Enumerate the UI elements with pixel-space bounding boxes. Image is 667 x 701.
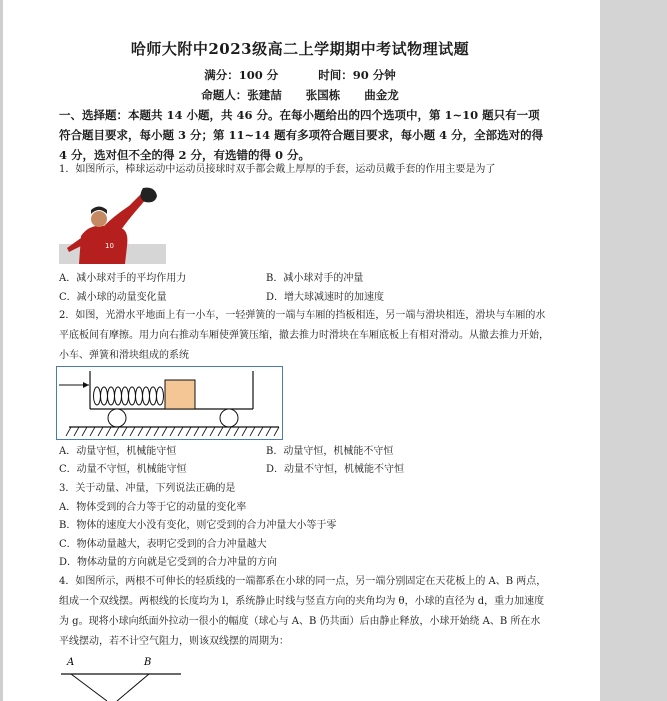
q1-option-c: C．减小球的动量变化量	[59, 292, 167, 303]
author-2: 张国栋	[305, 88, 341, 102]
label-a: A	[67, 657, 75, 668]
q2-option-b: B．动量守恒，机械能不守恒	[266, 446, 394, 457]
author-1: 命题人：张建喆	[201, 88, 282, 102]
label-b: B	[144, 657, 152, 668]
authors	[0, 87, 600, 103]
cart-spring-diagram	[56, 366, 283, 440]
double-pendulum-diagram	[59, 655, 189, 701]
q3-option-d: D．物体动量的方向就是它受到的合力冲量的方向	[59, 557, 278, 568]
q1-option-a: A．减小球对手的平均作用力	[59, 273, 187, 284]
page-title: 哈师大附中2023级高二上学期期中考试物理试题	[130, 40, 470, 58]
exam-time: 时间：90 分钟	[318, 68, 396, 82]
q1-option-d: D．增大球减速时的加速度	[266, 292, 385, 303]
q3-option-c: C．物体动量越大，表明它受到的合力冲量越大	[59, 539, 267, 550]
viewer-background	[600, 0, 667, 701]
baseball-player-image	[59, 186, 166, 264]
q2-option-a: A．动量守恒，机械能守恒	[59, 446, 177, 457]
page-edge	[0, 0, 3, 701]
q3-option-b: B．物体的速度大小没有变化，则它受到的合力冲量大小等于零	[59, 520, 337, 531]
exam-meta	[0, 67, 600, 83]
q2-option-d: D．动量不守恒，机械能不守恒	[266, 464, 405, 475]
q1-option-b: B．减小球对手的冲量	[266, 273, 364, 284]
author-3: 曲金龙	[364, 88, 399, 102]
svg-text:10: 10	[105, 242, 114, 250]
question-2-stem: 2．如图，光滑水平地面上有一小车，一轻弹簧的一端与车厢的挡板相连，另一端与滑块相连，滑块与车厢的水平底板间有摩擦。用力向右推动车厢使弹簧压缩，撤去推力时滑块在车厢底板上有相对滑动。从撤去推力开始，小车、弹簧和滑块组成的系统	[59, 310, 549, 361]
full-score: 满分：100 分	[204, 68, 279, 82]
question-4-stem: 4．如图所示，两根不可伸长的轻质线的一端都系在小球的同一点，另一端分别固定在天花板上的 A、B 两点，组成一个双线摆。两根线的长度均为 l，系统静止时线与竖直方向的夹角均为 θ，小球的直径为 d，重力加速度为 g。现将小球向纸面外拉动一很小的幅度（球心与 A、B 仍共面）后由静止释放，小球开始绕 A、B 所在水平线摆动，若不计空气阻力，则该双线摆的周期为：	[59, 576, 547, 647]
q3-option-a: A．物体受到的合力等于它的动量的变化率	[59, 502, 247, 513]
question-1-stem: 1．如图所示，棒球运动中运动员接球时双手都会戴上厚厚的手套，运动员戴手套的作用主要是为了	[59, 164, 496, 175]
section-heading: 一、选择题：本题共 14 小题，共 46 分。在每小题给出的四个选项中，第 1~10 题只有一项符合题目要求，每小题 3 分；第 11~14 题有多项符合题目要求，每小题 4 分，全部选对的得 4 分，选对但不全的得 2 分，有选错的得 0 分。	[59, 108, 544, 162]
q2-option-c: C．动量不守恒，机械能守恒	[59, 464, 187, 475]
question-3-stem: 3．关于动量、冲量，下列说法正确的是	[59, 483, 236, 494]
